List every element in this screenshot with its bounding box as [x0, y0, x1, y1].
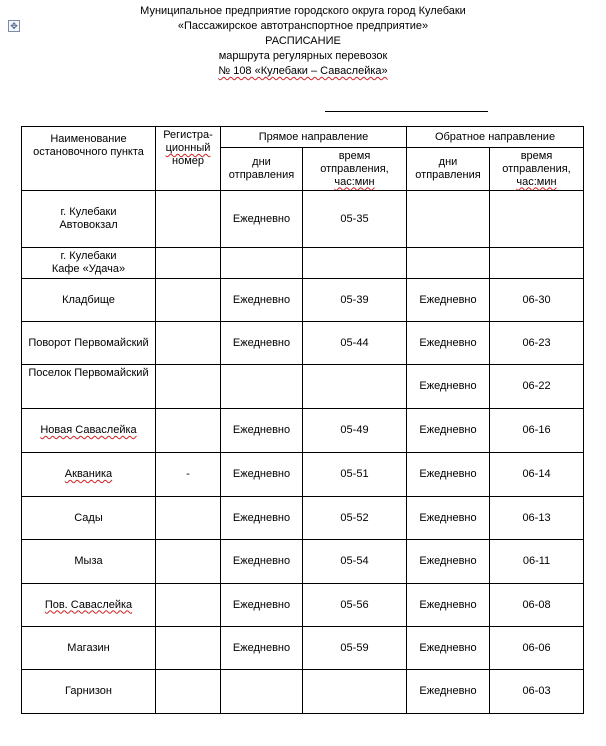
stop-name-cell: Сады [22, 497, 156, 540]
forward-time-cell: 05-59 [303, 627, 407, 670]
reg-number-cell [156, 627, 221, 670]
route-number-text: № 108 «Кулебаки – Саваслейка» [218, 65, 388, 77]
stop-name-cell: г. Кулебаки Кафе «Удача» [22, 248, 156, 279]
stop-name-cell: г. Кулебаки Автовокзал [22, 191, 156, 248]
document-header [0, 4, 606, 79]
reverse-days-cell [407, 191, 490, 248]
forward-days-cell: Ежедневно [221, 409, 303, 453]
forward-days-cell: Ежедневно [221, 540, 303, 584]
reverse-time-cell: 06-16 [490, 409, 584, 453]
reverse-time-cell: 06-11 [490, 540, 584, 584]
table-row [22, 409, 584, 453]
forward-time-cell: 05-51 [303, 453, 407, 497]
table-row [22, 497, 584, 540]
forward-days-cell: Ежедневно [221, 497, 303, 540]
reverse-days-cell: Ежедневно [407, 365, 490, 409]
rev-time-header: время отправления, час:мин [490, 148, 584, 191]
table-row [22, 540, 584, 584]
table-row [22, 279, 584, 322]
reverse-time-cell: 06-08 [490, 584, 584, 627]
route-type: маршрута регулярных перевозок [218, 50, 388, 62]
table-row [22, 453, 584, 497]
col-stop-header: Наименование остановочного пункта [22, 127, 156, 191]
stop-name-cell: Гарнизон [22, 670, 156, 714]
reverse-days-cell: Ежедневно [407, 497, 490, 540]
stop-name-cell: Магазин [22, 627, 156, 670]
stop-name-cell: Акваника [22, 453, 156, 497]
table-row [22, 584, 584, 627]
table-row [22, 322, 584, 365]
forward-direction-header: Прямое направление [221, 127, 407, 148]
reverse-days-cell: Ежедневно [407, 409, 490, 453]
table-row [22, 248, 584, 279]
stop-name-cell: Новая Саваслейка [22, 409, 156, 453]
forward-time-cell: 05-49 [303, 409, 407, 453]
reg-number-cell [156, 191, 221, 248]
reverse-time-cell [490, 191, 584, 248]
reverse-days-cell: Ежедневно [407, 540, 490, 584]
reverse-time-cell [490, 248, 584, 279]
org-subtitle: «Пассажирское автотранспортное предприятие» [177, 20, 429, 32]
fwd-time-header: время отправления, час:мин [303, 148, 407, 191]
reverse-time-cell: 06-22 [490, 365, 584, 409]
route-number [0, 64, 606, 79]
reverse-time-cell: 06-03 [490, 670, 584, 714]
forward-days-cell: Ежедневно [221, 453, 303, 497]
reg-number-cell [156, 365, 221, 409]
table-row [22, 365, 584, 409]
reg-number-cell: - [156, 453, 221, 497]
reverse-time-cell: 06-06 [490, 627, 584, 670]
reg-number-cell [156, 409, 221, 453]
reverse-time-cell: 06-30 [490, 279, 584, 322]
schedule-title: РАСПИСАНИЕ [265, 35, 341, 47]
reg-number-cell [156, 279, 221, 322]
reverse-days-cell: Ежедневно [407, 322, 490, 365]
reverse-time-cell: 06-14 [490, 453, 584, 497]
rev-days-header: дни отправления [407, 148, 490, 191]
reverse-days-cell [407, 248, 490, 279]
col-reg-header: Регистра- ционный номер [156, 127, 221, 191]
schedule-table [21, 126, 584, 714]
table-row [22, 191, 584, 248]
reg-number-cell [156, 584, 221, 627]
reverse-days-cell: Ежедневно [407, 584, 490, 627]
reg-number-cell [156, 540, 221, 584]
table-row [22, 627, 584, 670]
stop-name-cell: Поворот Первомайский [22, 322, 156, 365]
reverse-days-cell: Ежедневно [407, 670, 490, 714]
forward-days-cell: Ежедневно [221, 584, 303, 627]
reg-number-cell [156, 322, 221, 365]
org-name: Муниципальное предприятие городского округа город Кулебаки [140, 5, 466, 17]
forward-time-cell: 05-54 [303, 540, 407, 584]
forward-days-cell: Ежедневно [221, 279, 303, 322]
stop-name-cell: Поселок Первомайский [22, 365, 156, 409]
forward-time-cell: 05-44 [303, 322, 407, 365]
reg-number-cell [156, 670, 221, 714]
stop-name-cell: Пов. Саваслейка [22, 584, 156, 627]
stop-name-cell: Кладбище [22, 279, 156, 322]
forward-days-cell: Ежедневно [221, 191, 303, 248]
reverse-direction-header: Обратное направление [407, 127, 584, 148]
signature-line [325, 111, 488, 112]
forward-days-cell: Ежедневно [221, 627, 303, 670]
table-header-row [22, 127, 584, 148]
table-move-handle-icon[interactable]: ✥ [8, 20, 20, 32]
forward-time-cell: 05-39 [303, 279, 407, 322]
forward-time-cell [303, 365, 407, 409]
forward-days-cell: Ежедневно [221, 322, 303, 365]
reverse-time-cell: 06-13 [490, 497, 584, 540]
reverse-time-cell: 06-23 [490, 322, 584, 365]
forward-time-cell [303, 248, 407, 279]
forward-days-cell [221, 365, 303, 409]
forward-time-cell: 05-56 [303, 584, 407, 627]
reverse-days-cell: Ежедневно [407, 627, 490, 670]
stop-name-cell: Мыза [22, 540, 156, 584]
forward-days-cell [221, 248, 303, 279]
table-row [22, 670, 584, 714]
forward-days-cell [221, 670, 303, 714]
reverse-days-cell: Ежедневно [407, 453, 490, 497]
forward-time-cell [303, 670, 407, 714]
reg-number-cell [156, 248, 221, 279]
fwd-days-header: дни отправления [221, 148, 303, 191]
forward-time-cell: 05-35 [303, 191, 407, 248]
reverse-days-cell: Ежедневно [407, 279, 490, 322]
reg-number-cell [156, 497, 221, 540]
forward-time-cell: 05-52 [303, 497, 407, 540]
